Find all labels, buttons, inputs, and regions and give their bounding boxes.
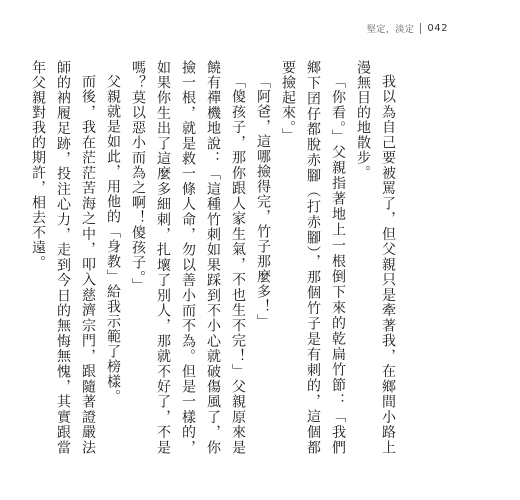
page-number: 042 [427, 23, 448, 34]
paragraph: 「傻孩子，那你跟人家生氣，不也生不完！」父親原來是饒有禪機地說：「這種竹刺如果踩到不小心就破傷風了，你撿一根，就是救一條人命，勿以善小而不為。但是一樣的，如果你生出了這麼多細刺，扎壞了別人，那就不好了，不是嗎？莫以惡小而為之啊！傻孩子。」 [130, 60, 246, 455]
page-header [367, 22, 448, 35]
header-divider [420, 23, 421, 34]
body-text [25, 60, 400, 455]
paragraph: 「阿爸，這哪撿得完，竹子那麼多！」 [255, 74, 271, 329]
paragraph: 「你看。」父親指著地上一根倒下來的乾扁竹節：「我們鄉下囝仔都脫赤腳（打赤腳），那個竹子是有刺的，這個都要撿起來。」 [280, 60, 346, 455]
running-title: 堅定，淡定 [366, 25, 415, 35]
paragraph: 我以為自己要被罵了，但父親只是牽著我，在鄉間小路上漫無目的地散步。 [355, 60, 396, 455]
paragraph: 父親就是如此，用他的「身教」給我示範了榜樣。 [105, 74, 121, 404]
paragraph: 而後，我在茫茫苦海之中，叩入慈濟宗門，跟隨著證嚴法師的衲履足跡，投注心力，走到今日的無悔無愧，其實跟當年父親對我的期許，相去不遠。 [30, 60, 96, 455]
